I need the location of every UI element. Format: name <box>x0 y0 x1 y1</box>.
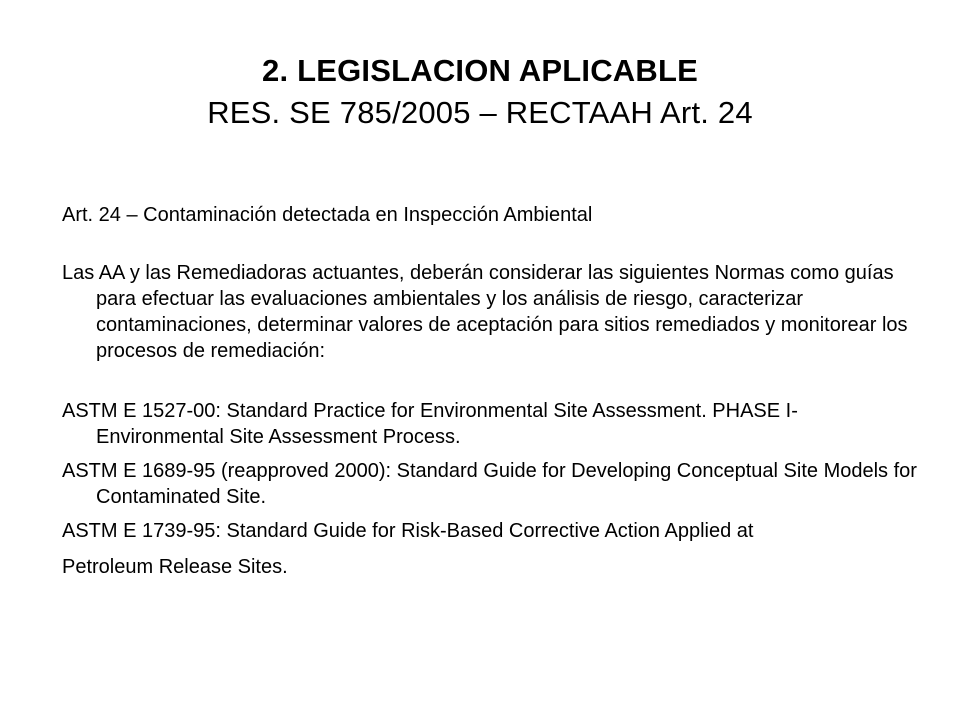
reference-astm-e1739: ASTM E 1739-95: Standard Guide for Risk-Based Corrective Action Applied at <box>62 520 754 542</box>
reference-continuation: Petroleum Release Sites. <box>62 556 288 578</box>
title-main: 2. LEGISLACION APLICABLE <box>262 53 698 88</box>
reference-astm-e1527: ASTM E 1527-00: Standard Practice for Environmental Site Assessment. PHASE I- Environmental Site Assessment Process. <box>62 400 798 448</box>
slide-title <box>60 50 900 134</box>
intro-paragraph: Las AA y las Remediadoras actuantes, deberán considerar las siguientes Normas como guías para efectuar las evaluaciones ambientales y los análisis de riesgo, caracterizar contaminaciones, determinar valores de aceptación para sitios remediados y monitorear los procesos de remediación: <box>62 262 908 362</box>
title-subtitle: RES. SE 785/2005 – RECTAAH Art. 24 <box>207 95 753 130</box>
article-heading: Art. 24 – Contaminación detectada en Inspección Ambiental <box>62 204 593 226</box>
slide-body <box>62 202 922 580</box>
reference-astm-e1689: ASTM E 1689-95 (reapproved 2000): Standard Guide for Developing Conceptual Site Models for Contaminated Site. <box>62 460 917 508</box>
